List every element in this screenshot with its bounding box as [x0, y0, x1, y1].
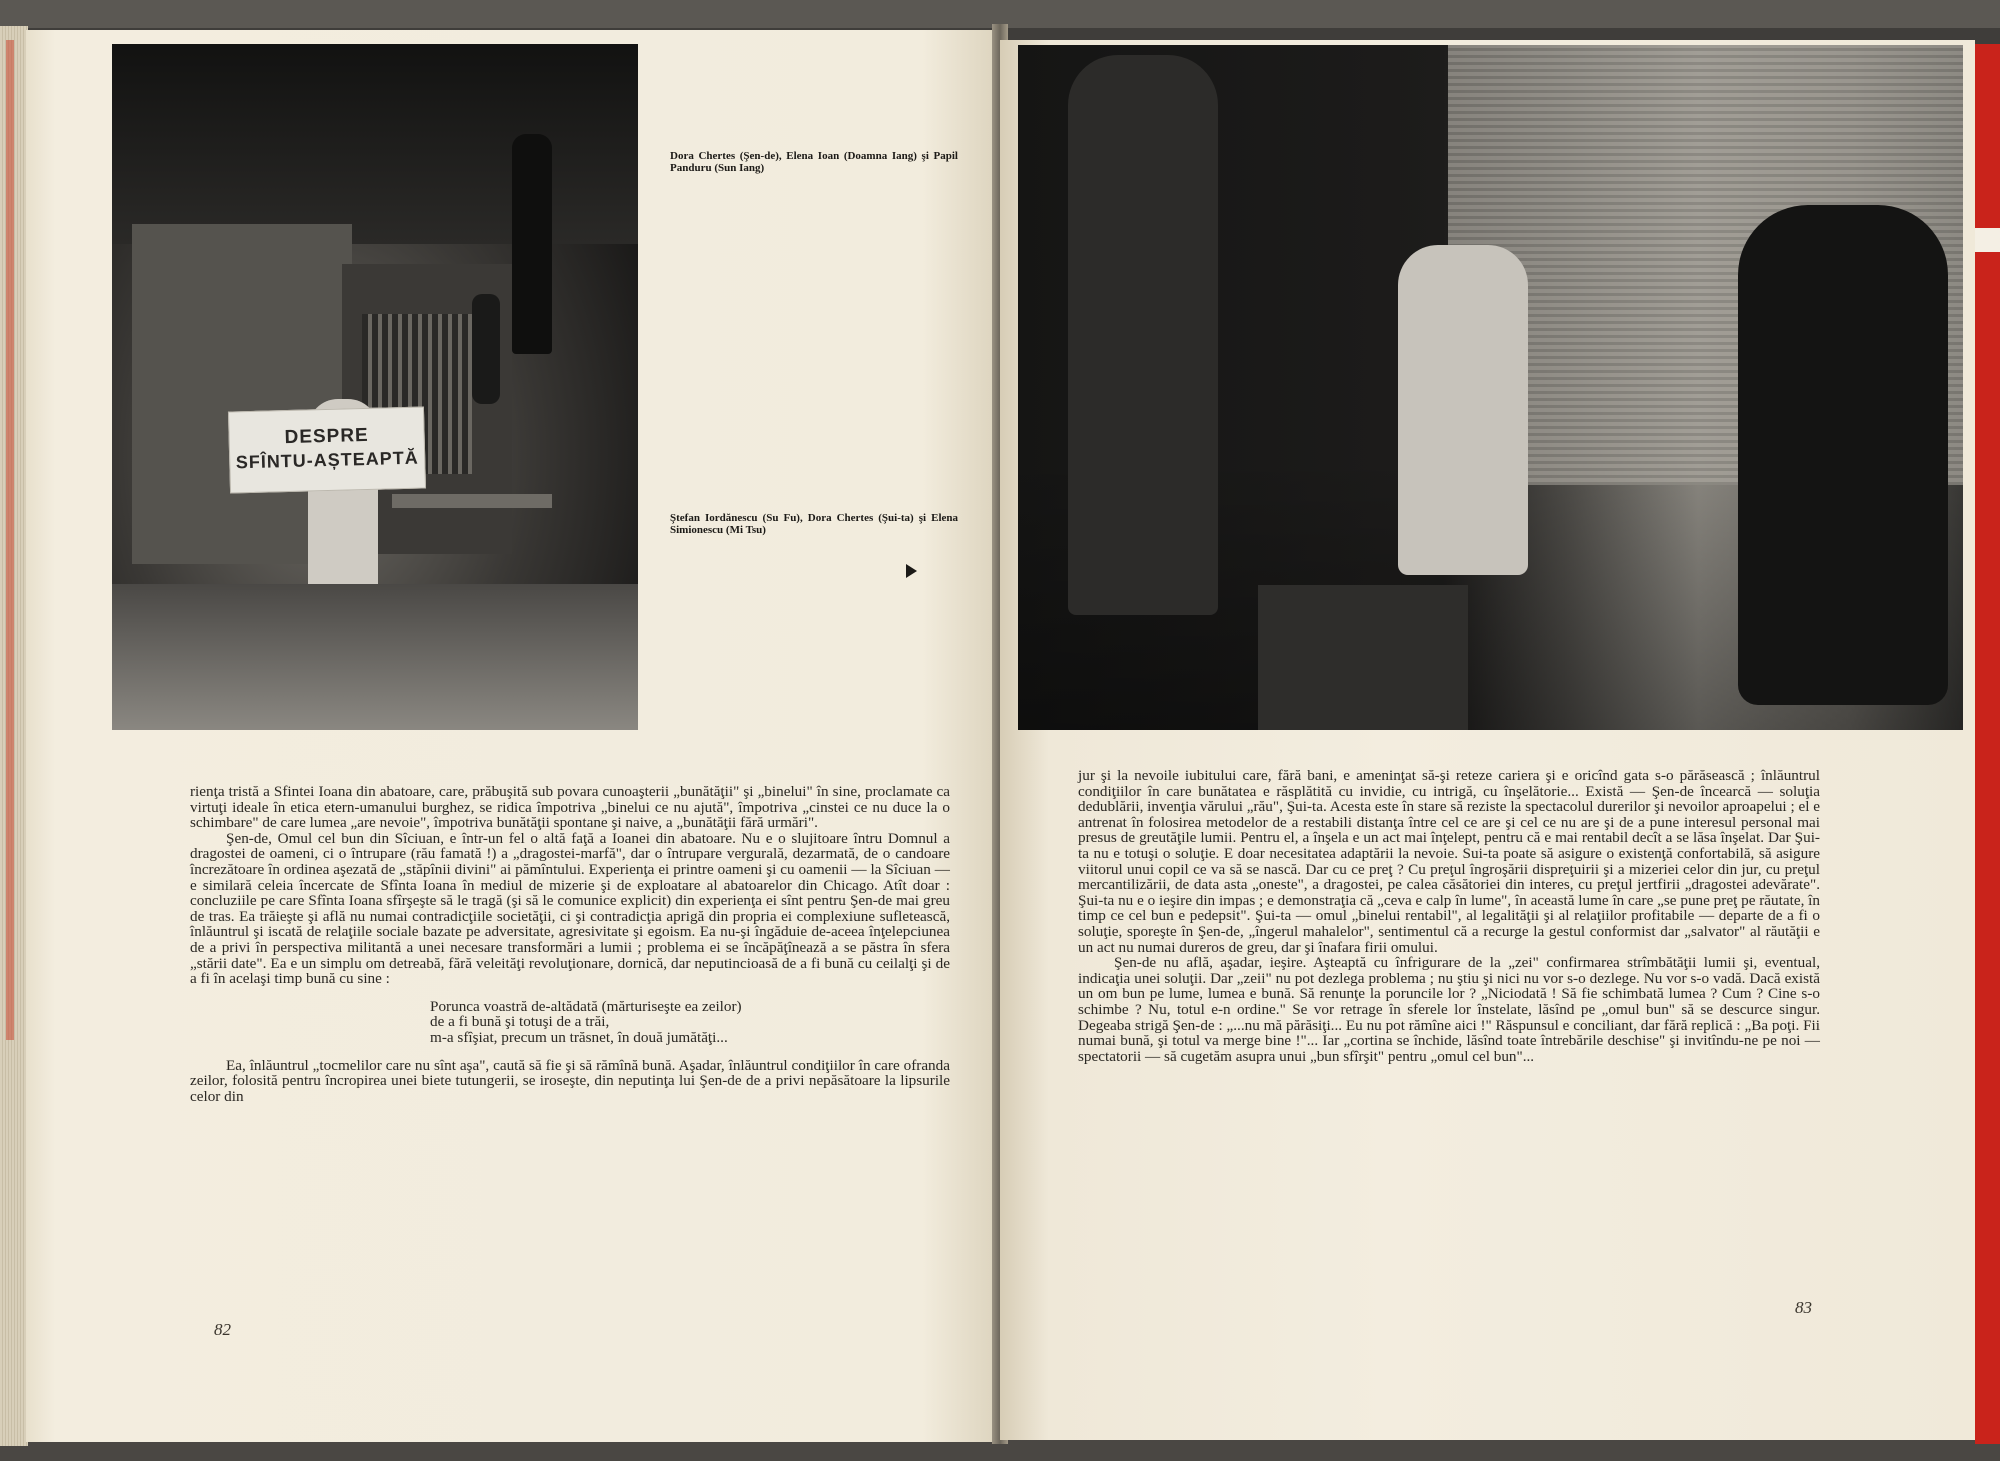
bookmark-white-band [1975, 228, 2000, 252]
poem-line: de a fi bună şi totuşi de a trăi, [430, 1013, 610, 1031]
photo-woman-fur [1738, 205, 1948, 705]
right-page [1000, 40, 1975, 1440]
photo-bench [1258, 585, 1468, 730]
paragraph: Şen-de nu află, aşadar, ieşire. Aşteaptă cu înfrigurare de la „zei" confirmarea strîmbătăţii lumii şi, eventual, indicaţia unei soluţii. Dar „zeii" nu pot dezlega problema ; nu ştiu şi nici nu vor s-o dezlege. Nu vor s-o vadă. Dacă există un om bun pe lume, lumea e bună. Să renunţe la poruncile lor ? „Niciodată ! Să fie schimbată lumea ? Cum ? Cine s-o schimbe ? Nu, totul e-n ordine." Se vor retrage în sferele lor înstelate, lăsînd pe „omul bun" să se descurce singur. Degeaba strigă Şen-de : „...nu mă părăsiţi... Eu nu pot rămîne aici !" Răspunsul e conciliant, dar fără replică : „Ba poţi. Fii numai bună, şi totul va merge bine !"... Iar „cortina se închide, lăsînd toate întrebările deschise" şi invitîndu-ne pe noi — spectatorii — să cugetăm asupra unui „bun sfîrşit" pentru „omul cel bun"... [1078, 954, 1820, 1065]
page-number-left: 82 [214, 1320, 231, 1339]
poem-line: Porunca voastră de-altădată (mărturiseşte ea zeilor) [430, 997, 742, 1015]
paragraph: Ea, înlăuntrul „tocmelilor care nu sînt aşa", caută să fie şi să rămînă bună. Aşadar, înlăuntrul condiţiilor în care ofranda zeilor, folosită pentru încropirea unei biete tutungerii, se iroseşte, din neputinţa lui Şen-de de a privi nepăsătoare la lipsurile celor din [190, 1056, 950, 1105]
page-edges-left [0, 26, 28, 1446]
page-edge-tint [6, 40, 14, 1040]
photo-sign [228, 406, 426, 493]
photo-stage-floor [112, 584, 638, 730]
photo-figure-background [472, 294, 500, 404]
poem-quote [430, 999, 950, 1046]
right-body-text [1078, 768, 1820, 1064]
photo-table [392, 494, 552, 508]
paragraph: Şen-de, Omul cel bun din Sîciuan, e într-un fel o altă faţă a Ioanei din abatoare. Nu e o slujitoare întru Domnul a dragostei de oameni, ci o întrupare (rău famată !) a „dragostei-marfă", dar o întrupare vergurală, dezarmată, de o candoare încrezătoare în ordinea aşezată de „stăpînii divini" ai pămîntului. Experienţa ei printre oameni şi cu oamenii — la Sîciuan — e similară celeia încercate de Sfînta Ioana în mediul de mizerie şi de exploatare al abatoarelor din Chicago. Atît doar : concluziile pe care Sfînta Ioana sfîrşeşte să le tragă (şi să le comunice explicit) din experienţa ei sînt pentru Şen-de mai greu de tras. Ea trăieşte şi află nu numai contradicţiile societăţii, ci şi contradicţia aprigă din propria ei complexiune sufletească, înlăuntrul şi iscată de relaţiile sociale bazate pe adversitate, agresivitate şi egoism. Ea nu-şi îngăduie de-aceea înţelepciunea de a privi în perspectiva militantă a unei necesare transformări a lumii ; problema ei se încăpăţînează a se păstra în sfera „stării date". Ea e un simplu om detreabă, fără veleităţi revoluţionare, dornică, dar neputincioasă de a fi bună cu ceilalţi şi de a fi în acelaşi timp bună cu sine : [190, 829, 950, 988]
poem-line: m-a sfîşiat, precum un trăsnet, în două jumătăţi... [430, 1028, 728, 1046]
sign-line-1: DESPRE [284, 424, 369, 449]
photo-caption-2: Ştefan Iordănescu (Su Fu), Dora Chertes (Şui-ta) şi Elena Simionescu (Mi Tsu) [670, 512, 958, 536]
photo-caption-1: Dora Chertes (Şen-de), Elena Ioan (Doamna Iang) şi Papil Panduru (Sun Iang) [670, 150, 958, 174]
left-page [26, 30, 1000, 1442]
left-body-text [190, 784, 950, 1104]
photo-man-standing [1068, 55, 1218, 615]
page-number-right: 83 [1795, 1298, 1812, 1317]
caption-arrow-icon [906, 564, 917, 578]
photo-figure-standing [512, 134, 552, 354]
stage-photo-right [1018, 45, 1963, 730]
stage-photo-left [112, 44, 638, 730]
sign-line-2: SFÎNTU-AȘTEAPTĂ [235, 447, 419, 473]
photo-backdrop [112, 44, 638, 244]
photo-seated-figure-suit [1398, 245, 1528, 575]
red-bookmark-edge [1975, 44, 2000, 1444]
paragraph: rienţa tristă a Sfintei Ioana din abatoare, care, prăbuşită sub povara cunoaşterii „bunătăţii" şi „binelui" în sine, proclamate ca virtuţi ideale în etica etern-umanului burghez, se ridica împotriva „binelui ce nu ajută", împotriva „cinstei ce nu duce la o schimbare" de care lumea „are nevoie", împotriva bunătăţii spontane şi naive, a „bunătăţii fără urmări". [190, 783, 950, 832]
paragraph: jur şi la nevoile iubitului care, fără bani, e ameninţat să-şi reteze cariera şi e oricînd gata s-o părăsească ; înlăuntrul condiţiilor în care bunătatea e răsplătită cu invidie, cu intrigă, cu înşelătorie... Există — Şen-de încearcă — soluţia dedublării, invenţia vărului „rău", Şui-ta. Acesta este în stare să reziste la spectacolul durerilor şi nevoilor aproapelui ; el e antrenat în folosirea metodelor de a restabili distanţa între cel ce are şi cel ce nu are şi de a pune interesul personal mai presus de greutăţile lumii. Pentru el, a înşela e un act mai înţelept, pentru că e mai rentabil decît a se lăsa înşelat. Dar Şui-ta nu e totuşi o soluţie. E doar necesitatea adaptării la nevoie. Sui-ta poate să asigure o existenţă confortabilă, să asigure viitorul unui copil ce va să se nască. Dar cu ce preţ ? Cu preţul îngroşării dispreţuirii şi a mizeriei celor din jur, cu preţul mercantilizării, de data asta „oneste", a dragostei, pe calea căsătoriei din interes, cu preţul jertfirii „dragostei adevărate". Şui-ta nu e o ieşire din impas ; e demonstraţia că „ceva e calp în lume", în această lume în care „se pune preţ pe răutate, în timp ce cel bun e pedepsit". Şui-ta — omul „binelui rentabil", al legalităţii şi al relaţiilor profitabile — departe de a fi o soluţie, sporeşte în Şen-de, „îngerul mahalelor", sentimentul că a recurge la gestul conformist dar „salvator" al răutăţii e un act nu numai dureros de greu, dar şi înafara firii omului. [1078, 767, 1820, 956]
